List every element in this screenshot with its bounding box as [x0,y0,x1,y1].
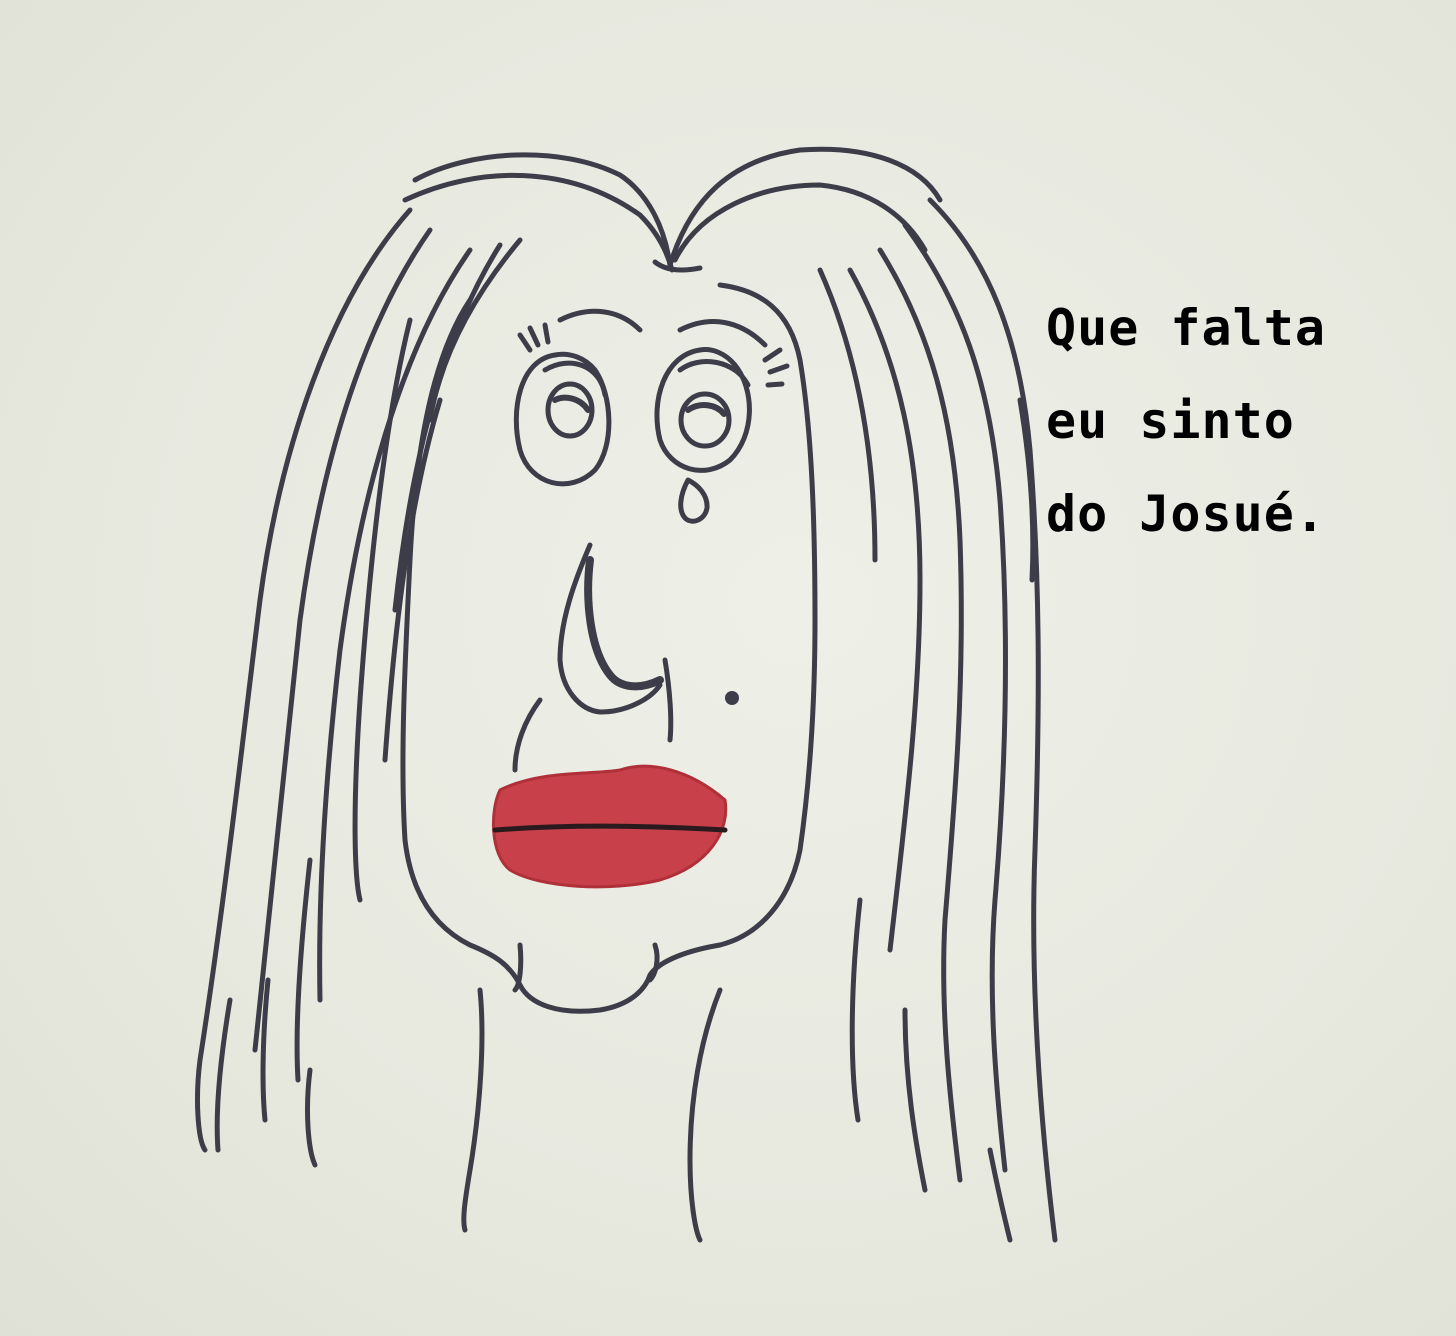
caption-line-2: eu sinto [1046,392,1295,450]
neck [464,990,720,1240]
eyebrows [520,311,787,385]
caption-line-3: do Josué. [1046,485,1326,543]
right-eye [657,350,749,471]
hair-left [198,210,520,1165]
face-outline [403,285,815,1011]
tear-drop [681,480,707,521]
hair-top [405,149,940,270]
hair-right [820,200,1055,1240]
nose [515,545,739,770]
left-eye [516,354,609,484]
speech-caption [1046,282,1326,561]
lips [493,766,725,887]
caption-line-1: Que falta [1046,299,1326,357]
